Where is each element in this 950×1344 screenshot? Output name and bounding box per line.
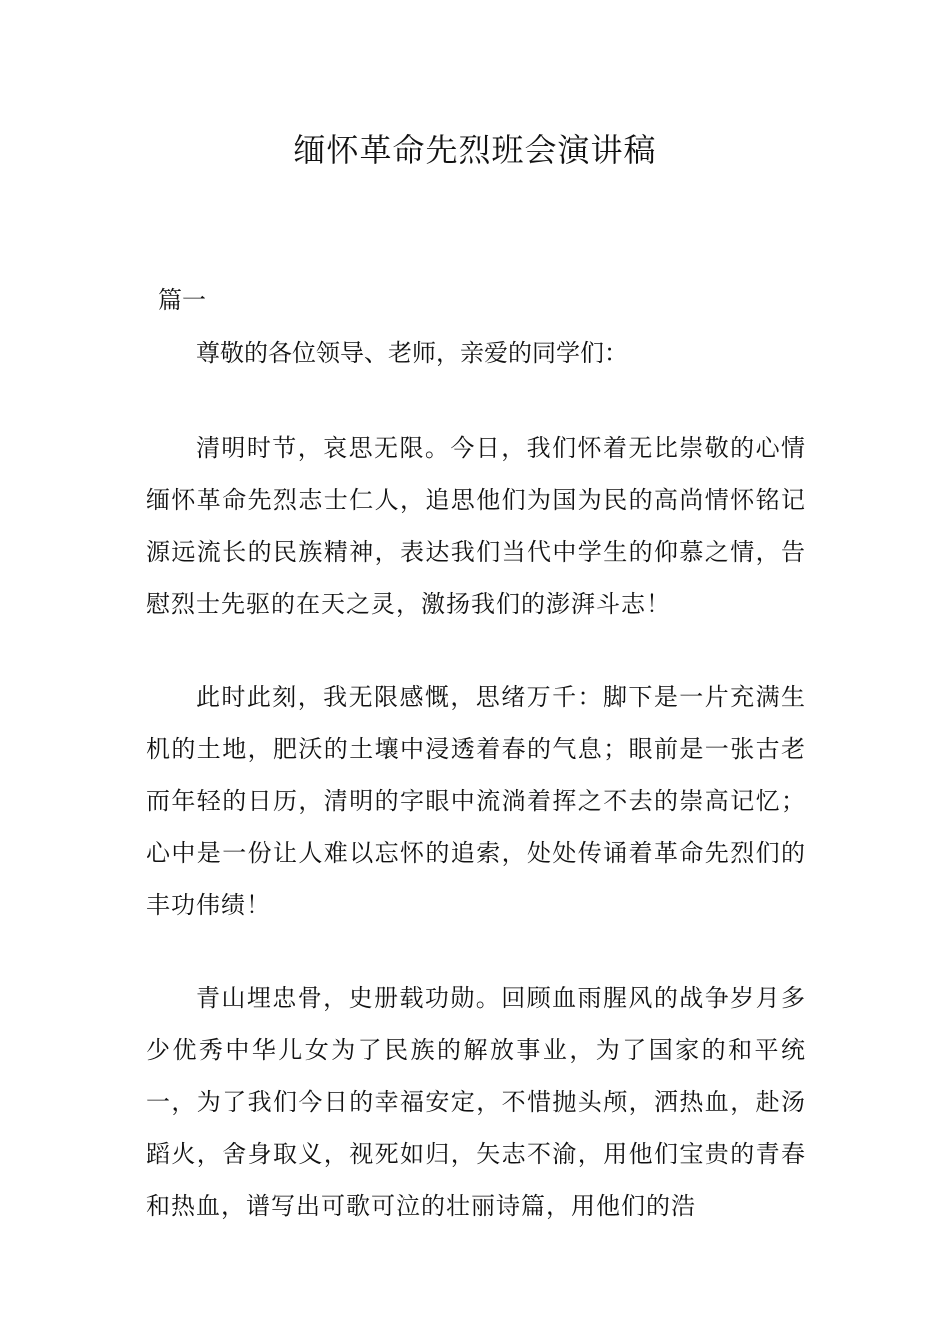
paragraph-3: 青山埋忠骨，史册载功勋。回顾血雨腥风的战争岁月多少优秀中华儿女为了民族的解放事业，为了国家的和平统一，为了我们今日的幸福安定，不惜抛头颅，洒热血，赴汤蹈火，舍身取义，视死如归，矢志不渝，用他们宝贵的青春和热血，谱写出可歌可泣的壮丽诗篇，用他们的浩 (146, 984, 806, 1220)
greeting-line: 尊敬的各位领导、老师，亲爱的同学们： (196, 339, 628, 367)
section-label: 篇一 (158, 286, 206, 314)
paragraph-1: 清明时节，哀思无限。今日，我们怀着无比崇敬的心情缅怀革命先烈志士仁人，追思他们为国为民的高尚情怀铭记源远流长的民族精神，表达我们当代中学生的仰慕之情，告慰烈士先驱的在天之灵，激扬我们的澎湃斗志！ (146, 434, 806, 618)
paragraph-2: 此时此刻，我无限感慨，思绪万千：脚下是一片充满生机的土地，肥沃的土壤中浸透着春的气息；眼前是一张古老而年轻的日历，清明的字眼中流淌着挥之不去的崇高记忆；心中是一份让人难以忘怀的追索，处处传诵着革命先烈们的丰功伟绩！ (146, 683, 806, 919)
document-title: 缅怀革命先烈班会演讲稿 (293, 131, 657, 169)
